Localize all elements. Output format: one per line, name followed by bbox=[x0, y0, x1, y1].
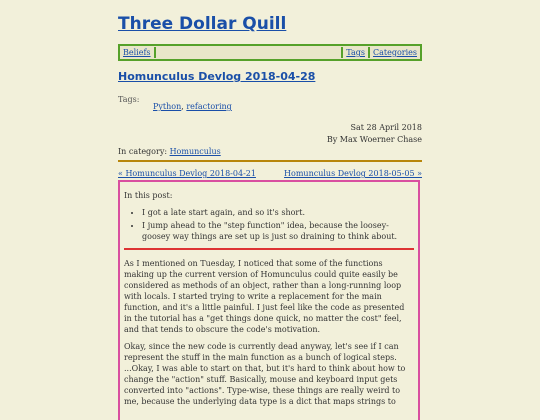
intro-text: In this post: bbox=[124, 191, 173, 200]
nav-categories-link[interactable]: Categories bbox=[373, 48, 417, 57]
next-post-link[interactable]: Homunculus Devlog 2018-05-05 » bbox=[284, 169, 422, 178]
post-date: Sat 28 April 2018 bbox=[350, 123, 422, 132]
paragraph: As I mentioned on Tuesday, I noticed that some of the functions making up the current version of Homunculus could quite easily be considered as methods of an object, rather than a long-running loop with locals. I started trying to write a replacement for the main function, and it's a little painful. I just feel like the code as presented in the tutorial has a "get things done quick, no matter the cost" feel, and that tends to obscure the code's motivation. bbox=[124, 259, 405, 334]
summary-divider bbox=[124, 248, 414, 250]
nav-beliefs-link[interactable]: Beliefs bbox=[123, 48, 151, 57]
post-title[interactable]: Homunculus Devlog 2018-04-28 bbox=[118, 70, 316, 83]
tags-list: Python, refactoring bbox=[153, 102, 232, 111]
prev-post-link[interactable]: « Homunculus Devlog 2018-04-21 bbox=[118, 169, 256, 178]
tag-link[interactable]: Python bbox=[153, 102, 182, 111]
post-author: By Max Woerner Chase bbox=[326, 135, 422, 144]
paragraph: Okay, since the new code is currently dead anyway, let's see if I can represent the stuff in the main function as a bunch of logical steps. ...Okay, I was able to start on that, but it's hard to think about how to change the "action" stuff. Basically, mouse and keyboard input gets converted into "actions". Type-wise, these things are really weird to me, because the underlying data type is a dict that maps strings to bbox=[124, 342, 406, 406]
category-line bbox=[118, 147, 221, 156]
category-link[interactable]: Homunculus bbox=[169, 147, 221, 156]
nav-bar bbox=[118, 44, 422, 61]
tags-label: Tags: bbox=[118, 95, 140, 104]
site-title[interactable]: Three Dollar Quill bbox=[118, 14, 287, 34]
category-label: In category: bbox=[118, 147, 168, 156]
divider bbox=[118, 160, 422, 162]
summary-list bbox=[124, 207, 414, 242]
nav-spacer bbox=[156, 47, 342, 58]
list-item: • I jump ahead to the "step function" idea, because the loosey-goosey way things are set up is just so draining to think about. bbox=[142, 220, 414, 242]
tag-link[interactable]: refactoring bbox=[186, 102, 232, 111]
post-content bbox=[118, 180, 420, 420]
nav-tags-link[interactable]: Tags bbox=[346, 48, 365, 57]
list-item: • I got a late start again, and so it's short. bbox=[142, 207, 414, 218]
